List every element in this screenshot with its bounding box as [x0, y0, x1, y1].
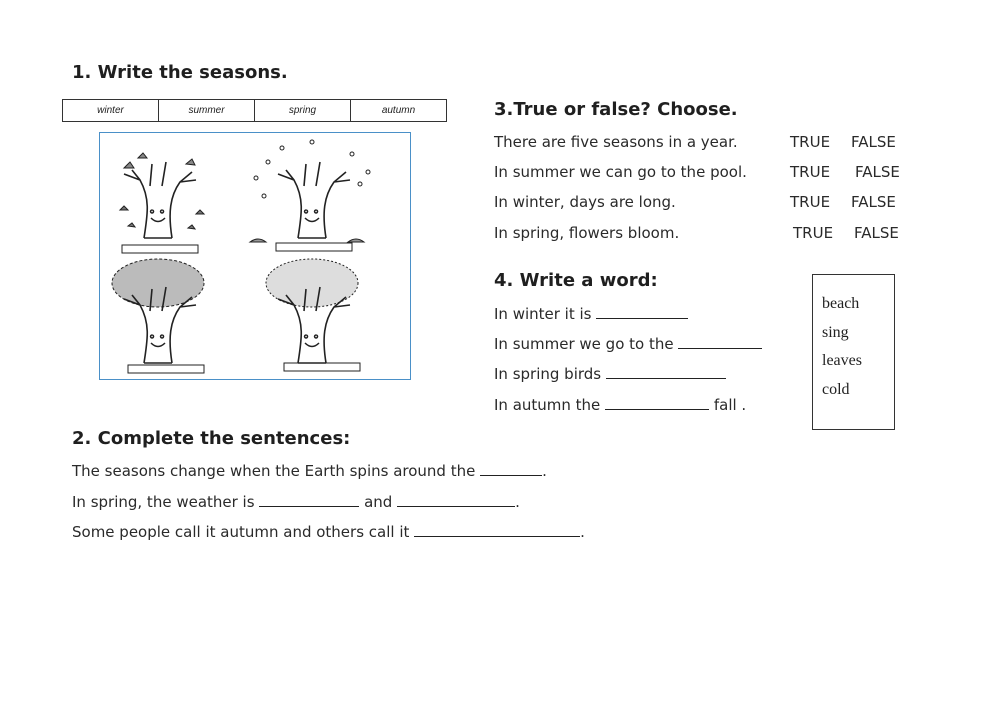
complete-sentence-2: In spring, the weather is and . [72, 493, 520, 511]
tf-statement-1: There are five seasons in a year. [494, 133, 738, 151]
answer-blank[interactable] [596, 304, 688, 319]
answer-blank[interactable] [480, 461, 542, 476]
word-bank-item: summer [159, 100, 255, 121]
word-box-item: cold [822, 381, 850, 398]
word-box-item: leaves [822, 352, 862, 369]
section3-title: 3.True or false? Choose. [494, 99, 738, 120]
word-box-item: beach [822, 295, 860, 312]
false-option[interactable]: FALSE [854, 224, 899, 242]
false-option[interactable]: FALSE [851, 193, 896, 211]
tf-statement-3: In winter, days are long. [494, 193, 676, 211]
tree-bottom-right [266, 259, 358, 363]
tf-statement-4: In spring, flowers bloom. [494, 224, 680, 242]
true-option[interactable]: TRUE [790, 163, 831, 181]
true-option[interactable]: TRUE [790, 133, 831, 151]
true-option[interactable]: TRUE [790, 193, 831, 211]
answer-blank[interactable] [678, 334, 762, 349]
tree-bottom-left [112, 259, 204, 363]
word-bank-item: spring [255, 100, 351, 121]
complete-sentence-1: The seasons change when the Earth spins around the . [72, 462, 547, 480]
word-box [812, 274, 895, 430]
answer-blank[interactable] [606, 364, 726, 379]
tree-top-left [120, 153, 204, 238]
answer-blank[interactable] [605, 395, 709, 410]
write-word-sentence-4: In autumn the fall . [494, 396, 747, 414]
word-bank [62, 99, 447, 122]
section2-title: 2. Complete the sentences: [72, 428, 351, 449]
season-trees-picture [99, 132, 411, 380]
write-word-sentence-2: In summer we go to the [494, 334, 762, 353]
tf-statement-2: In summer we can go to the pool. [494, 163, 747, 181]
section1-title: 1. Write the seasons. [72, 62, 288, 83]
section4-title: 4. Write a word: [494, 270, 658, 291]
complete-sentence-3: Some people call it autumn and others call it . [72, 523, 585, 541]
word-bank-item: autumn [381, 105, 416, 116]
trees-illustration [100, 133, 410, 379]
tree-top-right [250, 140, 370, 242]
write-word-sentence-3: In spring birds [494, 364, 726, 383]
word-box-item: sing [822, 324, 849, 341]
write-word-sentence-1: In winter it is [494, 304, 688, 323]
answer-blank[interactable] [259, 492, 359, 507]
word-bank-item: winter [63, 100, 159, 121]
false-option[interactable]: FALSE [855, 163, 900, 181]
answer-blank[interactable] [414, 522, 580, 537]
true-option[interactable]: TRUE [793, 224, 834, 242]
answer-blank[interactable] [397, 492, 515, 507]
false-option[interactable]: FALSE [851, 133, 896, 151]
